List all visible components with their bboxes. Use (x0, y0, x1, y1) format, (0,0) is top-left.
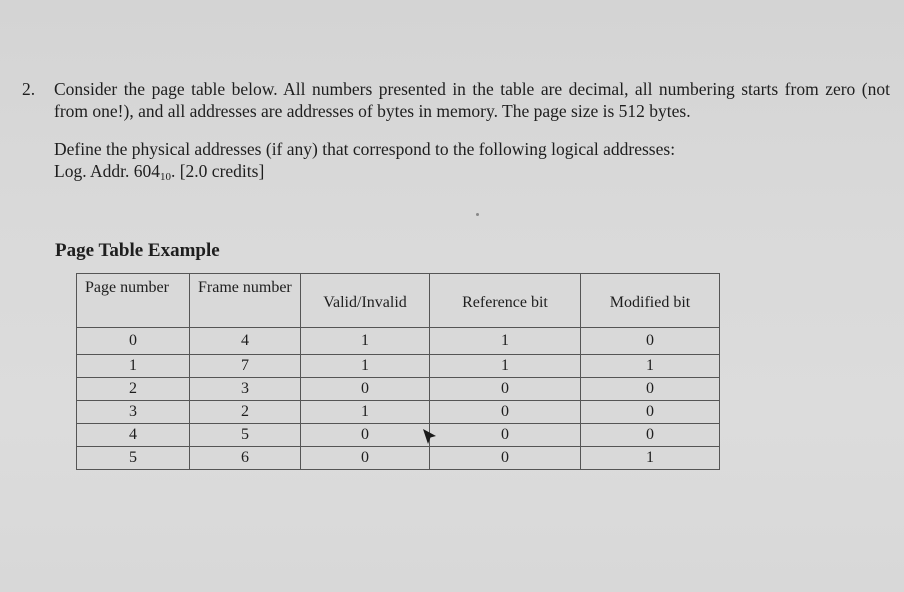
cell-page: 0 (77, 328, 190, 355)
question-instruction: Define the physical addresses (if any) that correspond to the following logical addresses: (54, 139, 676, 159)
header-page-number: Page number (77, 274, 190, 328)
cell-frame: 5 (190, 424, 301, 447)
cell-modified: 0 (581, 424, 720, 447)
header-frame-number: Frame number (190, 274, 301, 328)
cell-modified: 0 (581, 328, 720, 355)
speck-mark (476, 213, 479, 216)
cell-modified: 1 (581, 355, 720, 378)
cell-modified: 0 (581, 401, 720, 424)
header-reference-bit: Reference bit (430, 274, 581, 328)
logical-address-suffix: . [2.0 credits] (170, 161, 265, 181)
cell-reference: 0 (430, 424, 581, 447)
cell-valid: 0 (301, 378, 430, 401)
question-body (54, 78, 890, 204)
cell-valid: 0 (301, 447, 430, 470)
cell-reference: 1 (430, 328, 581, 355)
page-table (76, 273, 720, 470)
logical-address-base: 10 (159, 171, 171, 183)
cell-page: 2 (77, 378, 190, 401)
table-header-row (77, 274, 720, 328)
cell-valid: 1 (301, 401, 430, 424)
cell-page: 4 (77, 424, 190, 447)
cell-page: 3 (77, 401, 190, 424)
question-paragraph-2 (54, 138, 890, 188)
cell-frame: 4 (190, 328, 301, 355)
cell-page: 5 (77, 447, 190, 470)
cell-reference: 1 (430, 355, 581, 378)
cell-valid: 0 (301, 424, 430, 447)
cell-valid: 1 (301, 355, 430, 378)
question-number: 2. (22, 79, 36, 99)
cell-modified: 1 (581, 447, 720, 470)
header-modified-bit: Modified bit (581, 274, 720, 328)
table-row (77, 328, 720, 355)
cell-frame: 7 (190, 355, 301, 378)
cell-reference: 0 (430, 401, 581, 424)
cell-valid: 1 (301, 328, 430, 355)
logical-address-prefix: Log. Addr. 604 (54, 161, 160, 181)
table-row (77, 447, 720, 470)
cell-page: 1 (77, 355, 190, 378)
table-title: Page Table Example (55, 240, 220, 261)
table-row (77, 378, 720, 401)
cell-frame: 6 (190, 447, 301, 470)
cell-modified: 0 (581, 378, 720, 401)
question-paragraph-1: Consider the page table below. All numbers presented in the table are decimal, all numbering starts from zero (not from one!), and all addresses are addresses of bytes in memory. The page size is 512 bytes. (54, 79, 890, 121)
cell-frame: 3 (190, 378, 301, 401)
table-row (77, 355, 720, 378)
table-row (77, 401, 720, 424)
cell-reference: 0 (430, 447, 581, 470)
mouse-pointer-icon (422, 428, 438, 446)
cell-frame: 2 (190, 401, 301, 424)
table-row (77, 424, 720, 447)
cell-reference: 0 (430, 378, 581, 401)
header-valid-invalid: Valid/Invalid (301, 274, 430, 328)
